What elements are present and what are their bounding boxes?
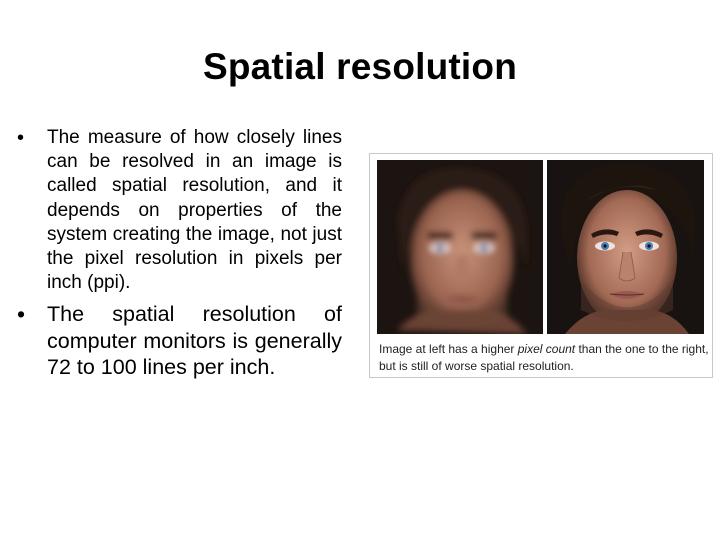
bullet-text: The spatial resolution of computer monitors is generally 72 to 100 lines per inch. — [47, 302, 342, 380]
figure-caption — [379, 341, 709, 375]
caption-text-end: than the one to the right, but is still of worse spatial resolution. — [379, 342, 709, 373]
sharp-portrait-image — [547, 160, 704, 334]
bullet-item — [16, 301, 342, 381]
bullet-text: The measure of how closely lines can be resolved in an image is called spatial resolution, and it depends on properties of the system creating the image, not just the pixel resolution in pixels per inch (ppi). — [47, 127, 342, 294]
bullet-dot-icon: • — [17, 127, 25, 149]
comparison-figure — [369, 153, 713, 378]
caption-emphasis: pixel count — [517, 342, 576, 356]
bullet-item — [16, 126, 342, 295]
bullet-dot-icon: • — [17, 301, 26, 328]
caption-text-start: Image at left has a higher — [379, 342, 518, 356]
blurred-portrait-image — [377, 160, 543, 334]
bullet-list — [16, 126, 342, 381]
slide-title: Spatial resolution — [202, 46, 518, 87]
